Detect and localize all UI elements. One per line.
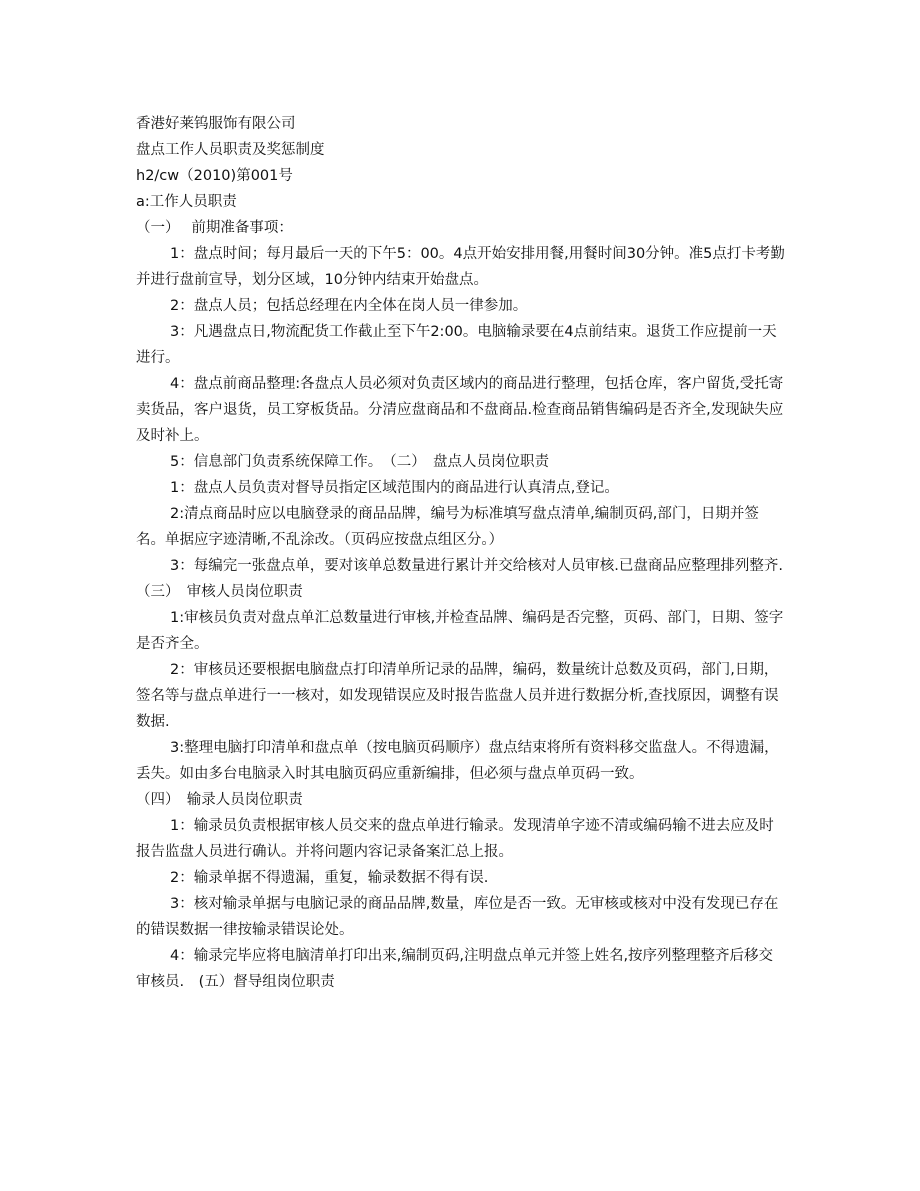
paragraph: 2：审核员还要根据电脑盘点打印清单所记录的品牌，编码，数量统计总数及页码，部门,日期，签名等与盘点单进行一一核对，如发现错误应及时报告监盘人员并进行数据分析,查找原因，调整有误数据.: [136, 662, 779, 730]
document-number: h2/cw（2010)第001号: [136, 168, 293, 184]
paragraph: 1：输录员负责根据审核人员交来的盘点单进行输录。发现清单字迹不清或编码输不进去应及时报告监盘人员进行确认。并将问题内容记录备案汇总上报。: [136, 818, 774, 860]
paragraph: 3：凡遇盘点日,物流配货工作截止至下午2:00。电脑输录要在4点前结束。退货工作应提前一天进行。: [136, 324, 777, 366]
paragraph: 1:审核员负责对盘点单汇总数量进行审核,并检查品牌、编码是否完整，页码、部门，日期、签字是否齐全。: [136, 610, 784, 652]
paragraph: 4：盘点前商品整理:各盘点人员必须对负责区域内的商品进行整理，包括仓库，客户留货,受托寄卖货品，客户退货，员工穿板货品。分清应盘商品和不盘商品.检查商品销售编码是否齐全,发现缺失应及时补上。: [136, 376, 784, 444]
paragraph: 3:整理电脑打印清单和盘点单（按电脑页码顺序）盘点结束将所有资料移交监盘人。不得遗漏，丢失。如由多台电脑录入时其电脑页码应重新编排，但必须与盘点单页码一致。: [136, 740, 779, 782]
section-a-heading: a:工作人员职责: [136, 194, 237, 210]
paragraph: 3：核对输录单据与电脑记录的商品品牌,数量，库位是否一致。无审核或核对中没有发现已存在的错误数据一律按输录错误论处。: [136, 896, 779, 938]
subsection-3-heading: （三） 审核人员岗位职责: [136, 584, 303, 600]
paragraph: 5：信息部门负责系统保障工作。 （二） 盘点人员岗位职责: [170, 454, 549, 470]
paragraph: 2:清点商品时应以电脑登录的商品品牌，编号为标准填写盘点清单,编制页码,部门，日期并签名。单据应字迹清晰,不乱涂改。（页码应按盘点组区分。）: [136, 506, 759, 548]
paragraph: 2：输录单据不得遗漏，重复，输录数据不得有误.: [170, 870, 489, 886]
paragraph: 1：盘点人员负责对督导员指定区域范围内的商品进行认真清点,登记。: [170, 480, 619, 496]
paragraph: 3：每编完一张盘点单，要对该单总数量进行累计并交给核对人员审核.已盘商品应整理排列整齐.: [170, 558, 783, 574]
paragraph: 1：盘点时间；每月最后一天的下午5：00。4点开始安排用餐,用餐时间30分钟。准5点打卡考勤并进行盘前宣导，划分区域，10分钟内结束开始盘点。: [136, 246, 785, 288]
paragraph: 2：盘点人员；包括总经理在内全体在岗人员一律参加。: [170, 298, 528, 314]
document-title: 盘点工作人员职责及奖惩制度: [136, 142, 325, 158]
paragraph: 4：输录完毕应将电脑清单打印出来,编制页码,注明盘点单元并签上姓名,按序列整理整齐后移交审核员. (五）督导组岗位职责: [136, 948, 774, 990]
subsection-4-heading: （四） 输录人员岗位职责: [136, 792, 303, 808]
company-name: 香港好莱钨服饰有限公司: [136, 116, 296, 132]
document-body: [136, 111, 786, 995]
subsection-1-heading: （一） 前期准备事项：: [136, 220, 293, 236]
